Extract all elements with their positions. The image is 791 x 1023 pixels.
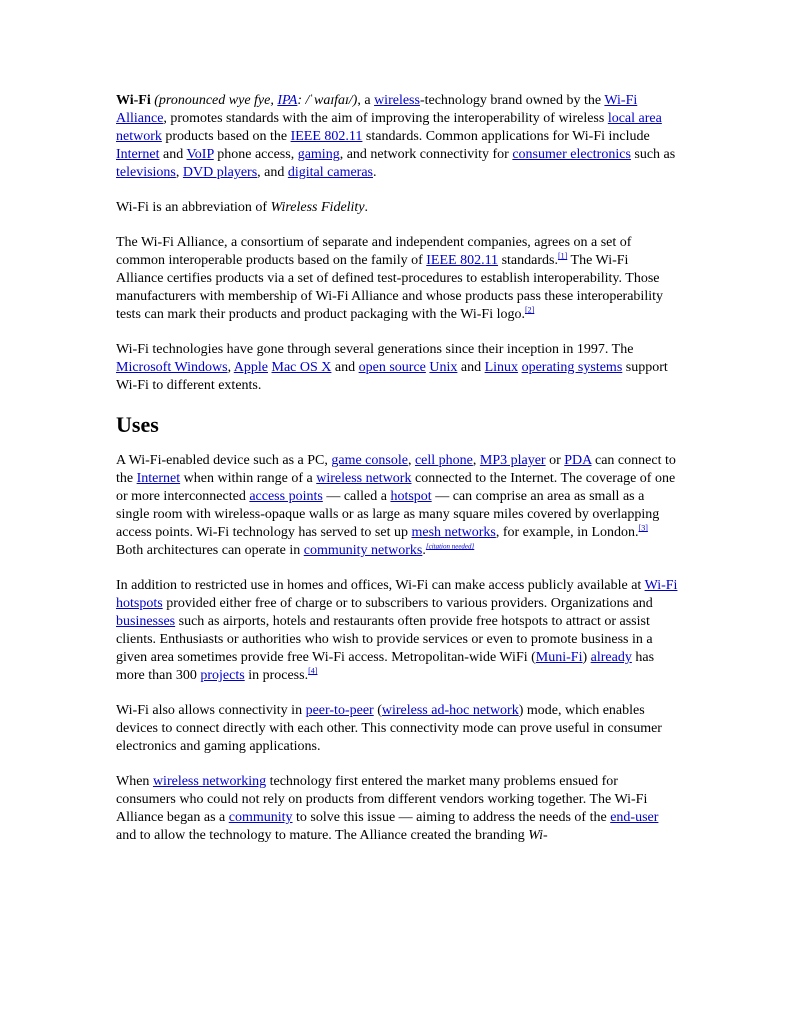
link-gaming[interactable]: gaming <box>297 147 340 162</box>
link-projects[interactable]: projects <box>200 668 245 683</box>
reference-3[interactable]: [3] <box>638 523 648 533</box>
abbreviation-paragraph: Wi-Fi is an abbreviation of Wireless Fidelity. <box>116 200 369 215</box>
link-open-source[interactable]: open source <box>358 360 426 375</box>
link-ieee-80211[interactable]: IEEE 802.11 <box>290 129 363 144</box>
link-consumer-electronics[interactable]: consumer electronics <box>512 147 631 162</box>
uses-paragraph-2: In addition to restricted use in homes and offices, Wi-Fi can make access publicly available at Wi-Fi hotspots provided either free of charge or to subscribers to various providers. Organizations and businesses such as airports, hotels and restaurants often provide free hotspots to attract or assist clients. Enthusiasts or authorities who wish to provide services or even to promote business in a given area sometimes provide free Wi-Fi access. Metropolitan-wide WiFi (Muni-Fi) already has more than 300 projects in process.[4] <box>116 578 678 683</box>
link-wireless-ad-hoc-network[interactable]: wireless ad-hoc network <box>381 703 519 718</box>
reference-1[interactable]: [1] <box>557 251 568 261</box>
link-mac-os-x[interactable]: Mac OS X <box>271 360 332 375</box>
uses-paragraph-4: When wireless networking technology first entered the market many problems ensued for consumers who could not rely on products from different vendors working together. The Wi-Fi Alliance began as a community to solve this issue — aiming to address the needs of the end-user and to allow the technology to mature. The Alliance created the branding Wi- <box>116 774 659 843</box>
link-peer-to-peer[interactable]: peer-to-peer <box>305 703 374 718</box>
uses-paragraph-3: Wi-Fi also allows connectivity in peer-to-peer (wireless ad-hoc network) mode, which enables devices to connect directly with each other. This connectivity mode can prove useful in consumer electronics and gaming applications. <box>116 703 662 754</box>
link-community-networks[interactable]: community networks <box>303 543 423 558</box>
link-digital-cameras[interactable]: digital cameras <box>287 165 374 180</box>
link-unix[interactable]: Unix <box>429 360 458 375</box>
link-apple[interactable]: Apple <box>233 360 269 375</box>
link-local-area-network[interactable]: local area network <box>116 111 662 144</box>
citation-needed-link[interactable]: [citation needed] <box>425 542 475 551</box>
link-muni-fi[interactable]: Muni-Fi <box>535 650 583 665</box>
link-wireless-networking[interactable]: wireless networking <box>152 774 267 789</box>
link-ipa[interactable]: IPA <box>277 93 298 108</box>
link-mesh-networks[interactable]: mesh networks <box>411 525 496 540</box>
link-hotspot[interactable]: hotspot <box>390 489 432 504</box>
generations-paragraph: Wi-Fi technologies have gone through several generations since their inception in 1997. The Microsoft Windows, Apple Mac OS X and open source Unix and Linux operating systems support Wi-Fi to different extents. <box>116 342 668 393</box>
link-wifi-alliance[interactable]: Wi-Fi Alliance <box>116 93 638 126</box>
link-internet[interactable]: Internet <box>116 147 160 162</box>
link-community[interactable]: community <box>228 810 293 825</box>
reference-2[interactable]: [2] <box>524 305 535 315</box>
link-linux[interactable]: Linux <box>484 360 519 375</box>
link-microsoft-windows[interactable]: Microsoft Windows <box>116 360 228 375</box>
article-body <box>116 92 678 862</box>
link-wireless-network[interactable]: wireless network <box>316 471 412 486</box>
link-access-points[interactable]: access points <box>249 489 323 504</box>
intro-paragraph: Wi-Fi (pronounced wye fye, IPA: /ˈwaɪfaɪ/), a wireless-technology brand owned by the Wi-Fi Alliance, promotes standards with the aim of improving the interoperability of wireless local area network products based on the IEEE 802.11 standards. Common applications for Wi-Fi include Internet and VoIP phone access, gaming, and network connectivity for consumer electronics such as televisions, DVD players, and digital cameras. <box>116 93 676 180</box>
link-mp3-player[interactable]: MP3 player <box>479 453 546 468</box>
link-televisions[interactable]: televisions <box>116 165 176 180</box>
consortium-paragraph: The Wi-Fi Alliance, a consortium of separate and independent companies, agrees on a set of common interoperable products based on the family of IEEE 802.11 standards.[1] The Wi-Fi Alliance certifies products via a set of defined test-procedures to establish interoperability. Those manufacturers with membership of Wi-Fi Alliance and whose products pass these interoperability tests can mark their products and product packaging with the Wi-Fi logo.[2] <box>116 235 663 322</box>
link-game-console[interactable]: game console <box>331 453 408 468</box>
link-wireless[interactable]: wireless <box>374 93 420 108</box>
article-term: Wi-Fi <box>116 93 151 108</box>
uses-paragraph-1: A Wi-Fi-enabled device such as a PC, game console, cell phone, MP3 player or PDA can connect to the Internet when within range of a wireless network connected to the Internet. The coverage of one or more interconnected access points — called a hotspot — can comprise an area as small as a single room with wireless-opaque walls or as large as many square miles covered by overlapping access points. Wi-Fi technology has served to set up mesh networks, for example, in London.[3] Both architectures can operate in community networks.[citation needed] <box>116 453 676 558</box>
link-ieee-80211[interactable]: IEEE 802.11 <box>426 253 499 268</box>
reference-4[interactable]: [4] <box>308 666 318 676</box>
link-cell-phone[interactable]: cell phone <box>414 453 473 468</box>
link-end-user[interactable]: end-user <box>610 810 659 825</box>
section-heading-uses: Uses <box>116 412 159 437</box>
link-pda[interactable]: PDA <box>564 453 592 468</box>
link-wifi-hotspots[interactable]: Wi-Fi hotspots <box>116 578 678 611</box>
pronunciation: (pronounced wye fye, IPA: /ˈwaɪfaɪ/) <box>154 93 358 108</box>
link-businesses[interactable]: businesses <box>116 614 176 629</box>
link-voip[interactable]: VoIP <box>186 147 214 162</box>
link-internet[interactable]: Internet <box>136 471 181 486</box>
link-operating-systems[interactable]: operating systems <box>521 360 623 375</box>
link-already[interactable]: already <box>590 650 632 665</box>
link-dvd-players[interactable]: DVD players <box>182 165 258 180</box>
